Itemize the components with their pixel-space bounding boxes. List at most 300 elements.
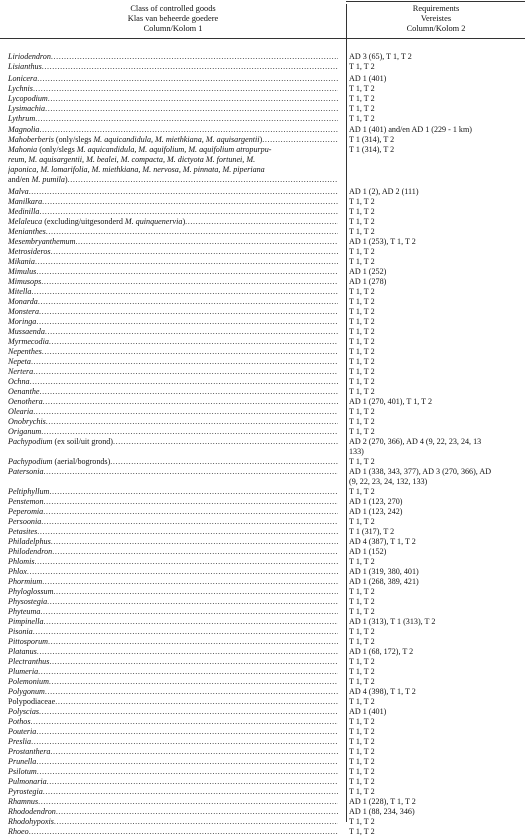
dot-leader	[49, 677, 338, 687]
goods-class-cell	[0, 467, 346, 487]
genus-name: Malva	[8, 187, 29, 196]
dot-leader	[47, 777, 338, 787]
table-row	[0, 767, 525, 777]
table-row	[0, 677, 525, 687]
goods-class-text	[8, 62, 42, 72]
requirements-cell	[346, 537, 525, 547]
requirement-text: T 1, T 2	[349, 607, 375, 616]
table-row	[0, 387, 525, 397]
dot-leader	[37, 647, 338, 657]
genus-name: Lisianthus	[8, 62, 42, 71]
requirement-text: AD 1 (268, 389, 421)	[349, 577, 419, 586]
requirement-text: T 1, T 2	[349, 287, 375, 296]
genus-name: Moringa	[8, 317, 37, 326]
goods-class-text	[8, 647, 37, 657]
requirements-cell	[346, 597, 525, 607]
dot-leader	[33, 407, 338, 417]
requirements-cell	[346, 497, 525, 507]
goods-class-line	[8, 387, 338, 397]
goods-class-cell	[0, 377, 346, 387]
requirement-text: T 1, T 2	[349, 227, 375, 236]
table-row	[0, 437, 525, 457]
goods-class-text	[8, 267, 36, 277]
goods-class-text	[8, 227, 46, 237]
dot-leader	[43, 787, 338, 797]
dot-leader	[75, 237, 338, 247]
requirement-text: AD 1 (252)	[349, 267, 387, 276]
requirement-text: T 1, T 2	[349, 587, 375, 596]
requirement-text: T 1, T 2	[349, 94, 375, 103]
goods-class-line	[8, 597, 338, 607]
qualifier-text: )	[64, 175, 68, 184]
requirements-cell	[346, 307, 525, 317]
goods-class-text	[8, 257, 35, 267]
requirements-cell	[346, 125, 525, 135]
requirements-cell	[346, 607, 525, 617]
dot-leader	[39, 707, 338, 717]
goods-class-text	[8, 727, 36, 737]
goods-class-text	[8, 567, 27, 577]
goods-class-line	[8, 497, 338, 507]
requirements-cell	[346, 427, 525, 437]
table-row	[0, 187, 525, 197]
requirements-cell	[346, 94, 525, 104]
table-row	[0, 327, 525, 337]
goods-class-line	[8, 104, 338, 114]
goods-class-text	[8, 125, 39, 135]
goods-class-text	[8, 145, 271, 155]
goods-class-cell	[0, 207, 346, 217]
goods-class-text	[8, 687, 45, 697]
goods-class-text	[8, 165, 265, 175]
goods-class-cell	[0, 94, 346, 104]
goods-class-text	[8, 387, 39, 397]
requirement-text: T 1, T 2	[349, 347, 375, 356]
requirements-cell	[346, 377, 525, 387]
column-1-header	[0, 4, 346, 34]
requirements-cell	[346, 757, 525, 767]
goods-class-text	[8, 517, 41, 527]
table-row	[0, 717, 525, 727]
goods-class-line	[8, 657, 338, 667]
requirements-cell	[346, 217, 525, 227]
genus-name: japonica, M. lomarifolia, M. miethkiana, M. nervosa, M. pinnata, M. piperiana	[8, 165, 265, 174]
genus-name: Polemonium	[8, 677, 49, 686]
requirement-text: T 1, T 2	[349, 427, 375, 436]
dot-leader	[35, 557, 338, 567]
goods-class-text	[8, 427, 41, 437]
genus-name: Lythrum	[8, 114, 36, 123]
goods-class-cell	[0, 557, 346, 567]
requirement-text: T 1, T 2	[349, 827, 375, 836]
genus-name: Rhodohypoxis	[8, 817, 54, 826]
requirements-cell	[346, 287, 525, 297]
dot-leader	[49, 657, 338, 667]
goods-class-text	[8, 817, 54, 827]
goods-class-cell	[0, 647, 346, 657]
goods-class-line	[8, 52, 338, 62]
goods-class-line	[8, 457, 338, 467]
table-row	[0, 104, 525, 114]
genus-name: Pothos	[8, 717, 31, 726]
dot-leader	[52, 547, 338, 557]
goods-class-line	[8, 74, 338, 84]
goods-class-line	[8, 707, 338, 717]
table-row	[0, 62, 525, 72]
dot-leader	[33, 627, 338, 637]
goods-class-cell	[0, 287, 346, 297]
goods-class-line	[8, 737, 338, 747]
requirement-text: T 1, T 2	[349, 667, 375, 676]
requirements-cell	[346, 697, 525, 707]
dot-leader	[51, 537, 338, 547]
genus-name: Medinilla	[8, 207, 40, 216]
requirement-text: T 1, T 2	[349, 717, 375, 726]
goods-class-cell	[0, 487, 346, 497]
goods-class-line	[8, 62, 338, 72]
goods-class-line	[8, 407, 338, 417]
table-row	[0, 667, 525, 677]
dot-leader	[38, 297, 338, 307]
goods-class-line	[8, 135, 338, 145]
qualifier-text: (ex soil/uit grond)	[52, 437, 113, 446]
goods-class-cell	[0, 277, 346, 287]
genus-name: Liriodendron	[8, 52, 51, 61]
requirement-text: T 1, T 2	[349, 387, 375, 396]
genus-name: Mimusops	[8, 277, 42, 286]
table-row	[0, 737, 525, 747]
table-row	[0, 114, 525, 124]
requirement-text: T 1 (317), T 2	[349, 527, 395, 536]
goods-class-cell	[0, 217, 346, 227]
requirements-cell	[346, 277, 525, 287]
requirements-cell	[346, 737, 525, 747]
requirements-cell	[346, 135, 525, 145]
goods-class-text	[8, 667, 38, 677]
table-row	[0, 257, 525, 267]
requirement-text: T 1, T 2	[349, 557, 375, 566]
goods-class-cell	[0, 677, 346, 687]
dot-leader	[48, 94, 338, 104]
genus-name: Philadelphus	[8, 537, 51, 546]
requirements-cell	[346, 617, 525, 627]
genus-name: M. quinquenervia	[124, 217, 183, 226]
table-row	[0, 307, 525, 317]
genus-name: Petasites	[8, 527, 38, 536]
requirements-cell	[346, 237, 525, 247]
table-row	[0, 217, 525, 227]
genus-name: Melaleuca	[8, 217, 43, 226]
goods-class-text	[8, 757, 36, 767]
table-row	[0, 697, 525, 707]
requirement-text: T 1, T 2	[349, 627, 375, 636]
goods-class-cell	[0, 687, 346, 697]
genus-name: Pouteria	[8, 727, 37, 736]
goods-class-cell	[0, 267, 346, 277]
requirements-cell	[346, 145, 525, 185]
requirement-text: T 1, T 2	[349, 517, 375, 526]
goods-class-text	[8, 217, 185, 227]
goods-class-line	[8, 537, 338, 547]
goods-class-text	[8, 135, 262, 145]
goods-class-text	[8, 377, 30, 387]
dot-leader	[45, 327, 338, 337]
goods-class-line	[8, 175, 338, 185]
requirements-cell	[346, 517, 525, 527]
goods-class-line	[8, 747, 338, 757]
genus-name: Oenothera	[8, 397, 43, 406]
table-row	[0, 94, 525, 104]
table-row	[0, 267, 525, 277]
table-row	[0, 247, 525, 257]
requirement-text: T 1, T 2	[349, 114, 375, 123]
goods-class-cell	[0, 607, 346, 617]
genus-name: Physostegia	[8, 597, 48, 606]
genus-name: M. aquicandidula, M. miethkiana, M. aquisargentii	[93, 135, 260, 144]
goods-class-cell	[0, 257, 346, 267]
goods-class-cell	[0, 227, 346, 237]
column-1-header-line: Class of controlled goods	[130, 4, 216, 13]
table-row	[0, 807, 525, 817]
requirement-text: AD 4 (387), T 1, T 2	[349, 537, 416, 546]
goods-class-text	[8, 197, 42, 207]
requirements-cell	[346, 627, 525, 637]
goods-class-line	[8, 367, 338, 377]
column-2-header-line: Vereistes	[420, 14, 452, 23]
goods-class-cell	[0, 62, 346, 72]
genus-name: Mahonia	[8, 145, 38, 154]
requirement-text: T 1, T 2	[349, 104, 375, 113]
goods-class-line	[8, 567, 338, 577]
goods-class-text	[8, 347, 42, 357]
genus-name: Lonicera	[8, 74, 38, 83]
table-row	[0, 557, 525, 567]
goods-class-line	[8, 807, 338, 817]
goods-class-text	[8, 797, 38, 807]
goods-class-text	[8, 537, 51, 547]
goods-class-text	[8, 367, 33, 377]
table-row	[0, 227, 525, 237]
table-row	[0, 337, 525, 347]
table-row	[0, 135, 525, 145]
dot-leader	[39, 125, 338, 135]
dot-leader	[31, 357, 338, 367]
goods-class-line	[8, 155, 338, 165]
genus-name: Prunella	[8, 757, 37, 766]
table-row	[0, 317, 525, 327]
dot-leader	[35, 114, 338, 124]
genus-name: M. aquicandidula, M. aquifolium, M. aquifolium atropurpu-	[76, 145, 272, 154]
table-row	[0, 52, 525, 62]
requirement-text: AD 1 (152)	[349, 547, 387, 556]
requirements-cell	[346, 297, 525, 307]
dot-leader	[36, 757, 338, 767]
requirements-cell	[346, 407, 525, 417]
dot-leader	[30, 717, 338, 727]
table-row	[0, 657, 525, 667]
goods-class-cell	[0, 827, 346, 837]
requirement-text: AD 1 (68, 172), T 2	[349, 647, 414, 656]
column-2-header-line: Requirements	[412, 4, 460, 13]
goods-class-text	[8, 277, 41, 287]
requirement-text: T 1, T 2	[349, 197, 375, 206]
requirement-text: AD 1 (2), AD 2 (111)	[349, 187, 419, 196]
table-row	[0, 747, 525, 757]
genus-name: Mesembryanthemum	[8, 237, 76, 246]
goods-class-text	[8, 767, 37, 777]
goods-class-cell	[0, 74, 346, 84]
genus-name: Mahoberberis	[8, 135, 54, 144]
dot-leader	[41, 517, 338, 527]
table-row	[0, 467, 525, 487]
requirements-cell	[346, 467, 525, 487]
goods-class-text	[8, 697, 55, 707]
goods-class-text	[8, 507, 43, 517]
goods-class-text	[8, 317, 36, 327]
goods-class-text	[8, 397, 43, 407]
requirement-text: T 1, T 2	[349, 357, 375, 366]
table-row	[0, 287, 525, 297]
goods-class-line	[8, 327, 338, 337]
goods-class-cell	[0, 407, 346, 417]
requirement-text: T 1, T 2	[349, 697, 375, 706]
goods-class-cell	[0, 145, 346, 185]
goods-class-cell	[0, 497, 346, 507]
goods-class-cell	[0, 507, 346, 517]
requirements-cell	[346, 227, 525, 237]
requirement-text: AD 1 (253), T 1, T 2	[349, 237, 416, 246]
table-row	[0, 377, 525, 387]
requirements-cell	[346, 52, 525, 62]
requirement-text: T 1, T 2	[349, 777, 375, 786]
requirement-text: T 1 (314), T 2	[349, 145, 395, 154]
goods-class-cell	[0, 317, 346, 327]
requirement-text: AD 1 (319, 380, 401)	[349, 567, 419, 576]
genus-name: Rhododendron	[8, 807, 56, 816]
dot-leader	[29, 187, 338, 197]
genus-name: Persoonia	[8, 517, 42, 526]
table-row	[0, 367, 525, 377]
goods-class-text	[8, 327, 45, 337]
goods-class-line	[8, 317, 338, 327]
qualifier-text: (only/slegs	[53, 135, 94, 144]
requirements-cell	[346, 62, 525, 72]
dot-leader	[38, 797, 338, 807]
table-row	[0, 417, 525, 427]
goods-class-line	[8, 507, 338, 517]
goods-class-line	[8, 347, 338, 357]
requirements-cell	[346, 787, 525, 797]
dot-leader	[259, 135, 338, 145]
goods-class-line	[8, 227, 338, 237]
requirement-text: AD 1 (313), T 1 (313), T 2	[349, 617, 436, 626]
goods-class-text	[8, 627, 33, 637]
dot-leader	[44, 467, 338, 477]
dot-leader	[41, 277, 338, 287]
goods-class-cell	[0, 577, 346, 587]
dot-leader	[36, 317, 338, 327]
goods-class-cell	[0, 667, 346, 677]
goods-class-line	[8, 437, 338, 447]
genus-name: Nepeta	[8, 357, 31, 366]
goods-class-cell	[0, 737, 346, 747]
requirement-text: AD 1 (401)	[349, 74, 387, 83]
dot-leader	[37, 74, 338, 84]
requirement-text: (9, 22, 23, 24, 132, 133)	[349, 477, 428, 486]
goods-class-cell	[0, 337, 346, 347]
goods-class-cell	[0, 807, 346, 817]
requirements-cell	[346, 547, 525, 557]
goods-class-line	[8, 397, 338, 407]
table-row	[0, 457, 525, 467]
requirements-cell	[346, 557, 525, 567]
table-row	[0, 357, 525, 367]
goods-class-line	[8, 237, 338, 247]
requirements-cell	[346, 437, 525, 457]
header-rule	[0, 38, 525, 39]
table-row	[0, 647, 525, 657]
goods-class-text	[8, 207, 39, 217]
dot-leader	[185, 217, 338, 227]
genus-name: Patersonia	[8, 467, 44, 476]
genus-name: Plumeria	[8, 667, 39, 676]
goods-class-line	[8, 145, 338, 155]
dot-leader	[43, 397, 338, 407]
goods-class-line	[8, 527, 338, 537]
dot-leader	[49, 487, 338, 497]
table-row	[0, 607, 525, 617]
dot-leader	[42, 62, 338, 72]
requirement-text: T 1, T 2	[349, 207, 375, 216]
goods-class-text	[8, 597, 47, 607]
goods-class-line	[8, 677, 338, 687]
goods-class-line	[8, 197, 338, 207]
dot-leader	[41, 427, 338, 437]
goods-class-line	[8, 84, 338, 94]
goods-class-cell	[0, 187, 346, 197]
goods-class-text	[8, 187, 29, 197]
goods-class-line	[8, 797, 338, 807]
goods-class-line	[8, 547, 338, 557]
genus-name: Philodendron	[8, 547, 53, 556]
goods-class-text	[8, 417, 46, 427]
goods-class-line	[8, 637, 338, 647]
requirements-cell	[346, 267, 525, 277]
goods-class-line	[8, 697, 338, 707]
requirements-cell	[346, 187, 525, 197]
dot-leader	[50, 747, 338, 757]
requirements-cell	[346, 257, 525, 267]
requirements-cell	[346, 197, 525, 207]
table-row	[0, 787, 525, 797]
goods-class-cell	[0, 367, 346, 377]
goods-class-text	[8, 237, 75, 247]
dot-leader	[51, 247, 338, 257]
dot-leader	[113, 437, 338, 447]
genus-name: Menianthes	[8, 227, 46, 236]
requirements-cell	[346, 647, 525, 657]
requirement-text: T 1, T 2	[349, 817, 375, 826]
goods-class-cell	[0, 457, 346, 467]
requirement-text: T 1, T 2	[349, 247, 375, 256]
goods-class-cell	[0, 327, 346, 337]
dot-leader	[36, 727, 338, 737]
goods-class-text	[8, 577, 42, 587]
table-row	[0, 817, 525, 827]
goods-table	[0, 45, 525, 837]
goods-class-line	[8, 577, 338, 587]
requirement-text: T 1, T 2	[349, 317, 375, 326]
